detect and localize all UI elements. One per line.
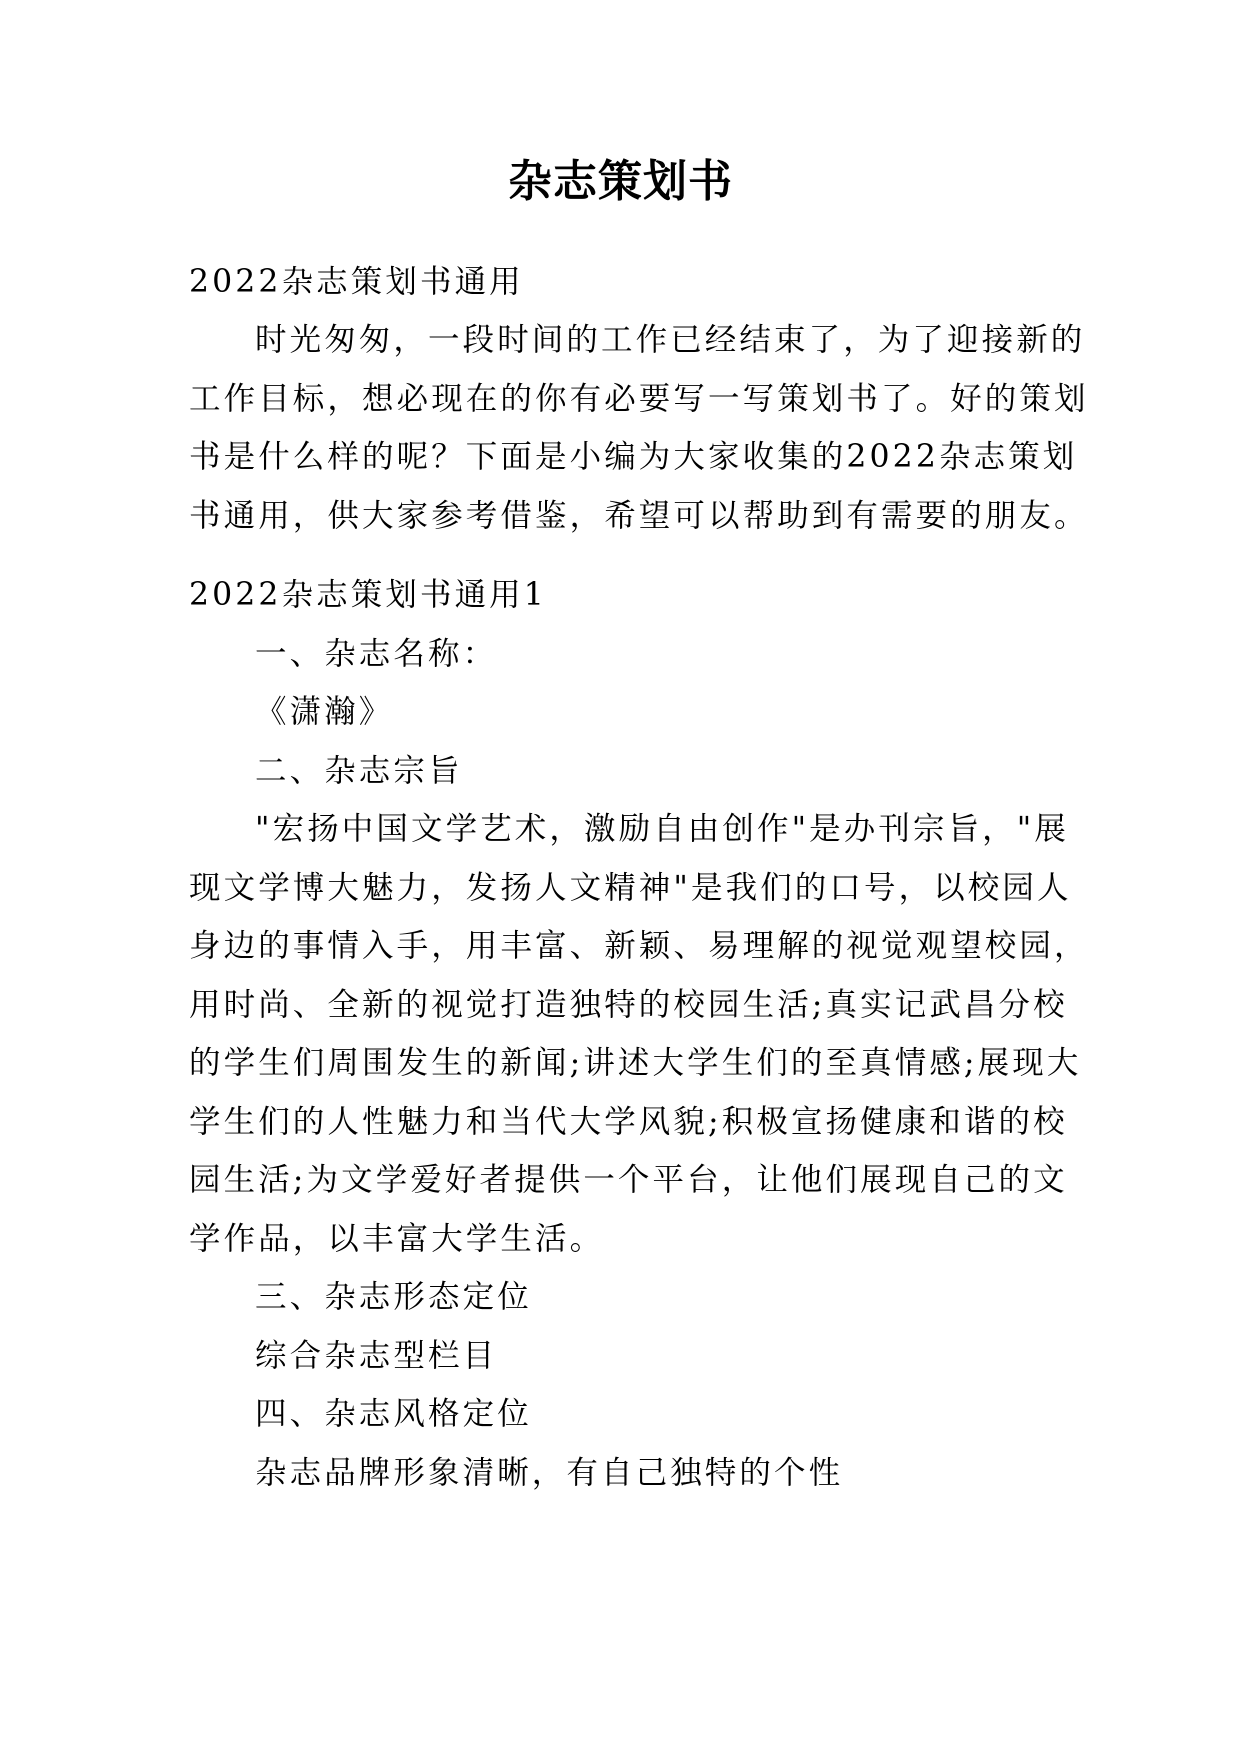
- item3-heading: 三、杂志形态定位: [255, 1279, 532, 1315]
- item2-heading: 二、杂志宗旨: [255, 752, 463, 789]
- item1-value: 《潇瀚》: [255, 694, 394, 730]
- item1-heading: 一、杂志名称：: [255, 635, 498, 672]
- intro-line-2: 工作目标，想必现在的你有必要写一写策划书了。好的策划: [189, 380, 1089, 417]
- document-title: 杂志策划书: [508, 156, 733, 207]
- section-body: [189, 566, 1089, 1502]
- item4-value: 杂志品牌形象清晰，有自己独特的个性: [255, 1454, 844, 1491]
- item2-line-3: 身边的事情入手，用丰富、新颖、易理解的视觉观望校园，: [189, 928, 1089, 964]
- item2-line-1: "宏扬中国文学艺术，激励自由创作"是办刊宗旨，"展: [255, 811, 1069, 847]
- item3-value: 综合杂志型栏目: [255, 1337, 498, 1374]
- item2-line-7: 园生活;为文学爱好者提供一个平台，让他们展现自己的文: [189, 1162, 1068, 1198]
- subtitle-line: 2022杂志策划书通用: [189, 264, 524, 300]
- intro-line-3: 书是什么样的呢？下面是小编为大家收集的2022杂志策划: [189, 439, 1078, 475]
- item2-line-4: 用时尚、全新的视觉打造独特的校园生活;真实记武昌分校: [189, 986, 1068, 1023]
- document-subtitle: [189, 253, 1059, 312]
- intro-line-1: 时光匆匆，一段时间的工作已经结束了，为了迎接新的: [255, 322, 1086, 358]
- item4-heading: 四、杂志风格定位: [255, 1396, 532, 1432]
- item2-line-8: 学作品，以丰富大学生活。: [189, 1220, 605, 1257]
- intro-paragraph: [189, 311, 1089, 545]
- item2-line-6: 学生们的人性魅力和当代大学风貌;积极宣扬健康和谐的校: [189, 1103, 1068, 1140]
- item2-line-5: 的学生们周围发生的新闻;讲述大学生们的至真情感;展现大: [189, 1045, 1082, 1081]
- item2-line-2: 现文学博大魅力，发扬人文精神"是我们的口号，以校园人: [189, 869, 1072, 906]
- intro-line-4: 书通用，供大家参考借鉴，希望可以帮助到有需要的朋友。: [189, 497, 1089, 534]
- section-heading: 2022杂志策划书通用1: [189, 577, 547, 613]
